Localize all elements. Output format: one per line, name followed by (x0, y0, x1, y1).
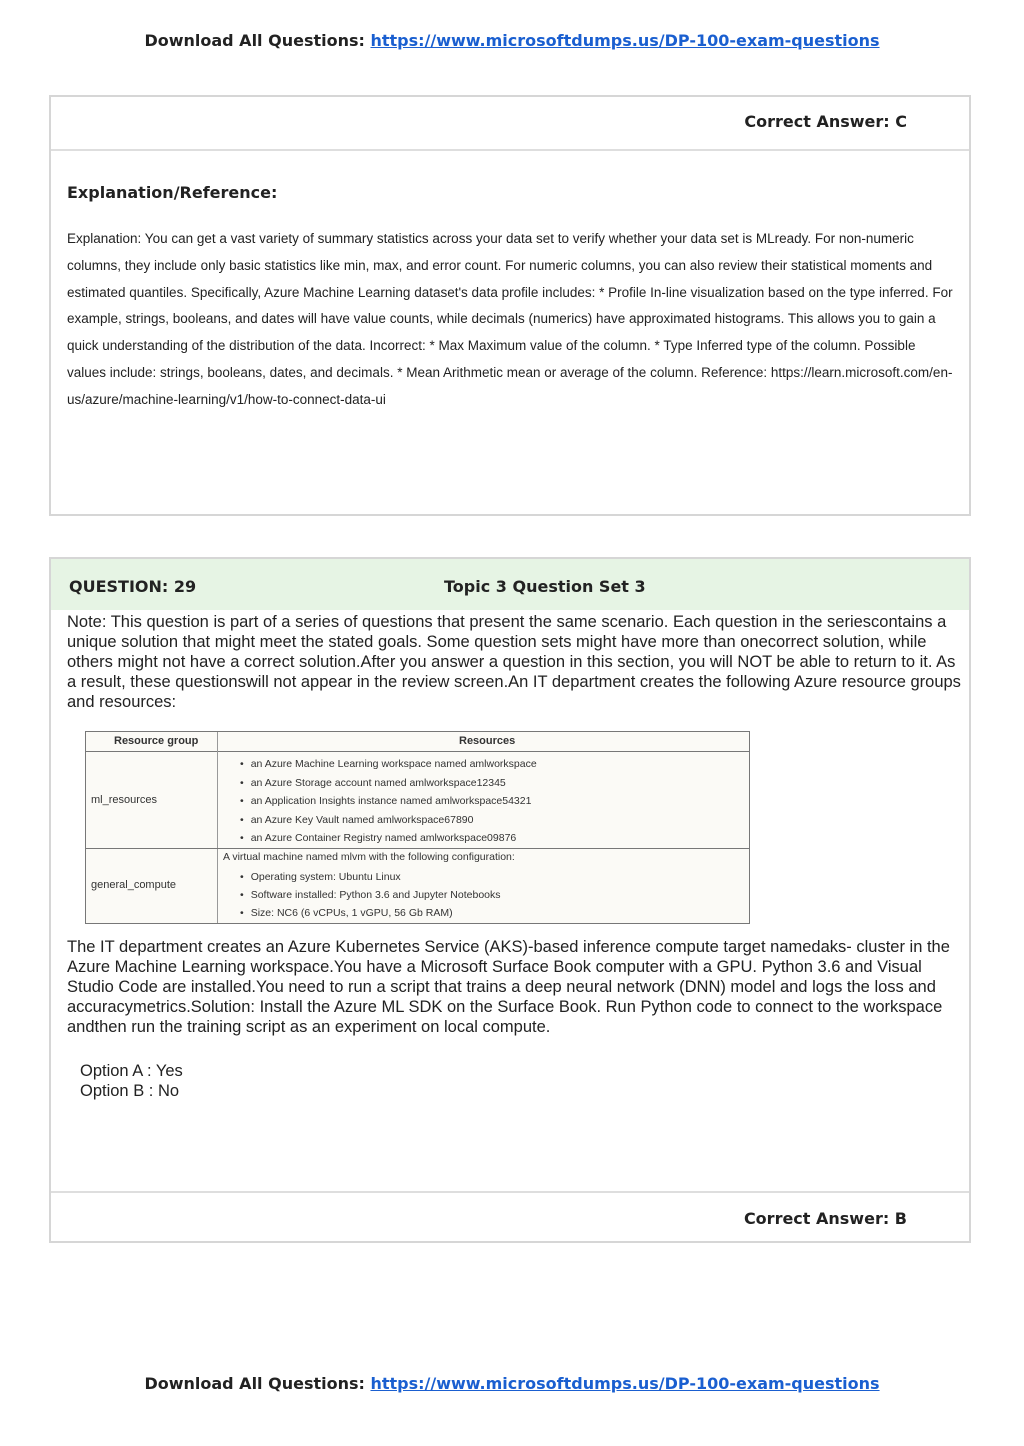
list-item: • an Azure Container Registry named amlworkspace09876 (230, 829, 537, 848)
list-item: • an Azure Machine Learning workspace named amlworkspace (230, 755, 537, 774)
question-scenario: The IT department creates an Azure Kubernetes Service (AKS)-based inference compute target namedaks- cluster in the Azure Machine Learning workspace.You have a Microsoft Surface Book computer with a GPU. Python 3.6 and Visual Studio Code are installed.You need to run a script that trains a deep neural network (DNN) model and logs the loss and accuracymetrics.Solution: Install the Azure ML SDK on the Surface Book. Run Python code to connect to the workspace andthen run the training script as an experiment on local compute. (67, 938, 950, 1036)
option-b[interactable]: Option B : No (80, 1082, 180, 1100)
question-note: Note: This question is part of a series of questions that present the same scenario. Each question in the seriescontains a unique solution that might meet the stated goals. Some question sets might have more than onecorrect solution, while others might not have a correct solution.After you answer a question in this section, you will NOT be able to return to it. As a result, these questionswill not appear in the review screen.An IT department creates the following Azure resource groups and resources: (67, 613, 961, 711)
list-item: • an Azure Key Vault named amlworkspace67890 (230, 811, 537, 830)
option-a[interactable]: Option A : Yes (80, 1062, 183, 1080)
download-link[interactable]: https://www.microsoftdumps.us/DP-100-exam-questions (370, 1374, 880, 1393)
correct-answer: Correct Answer: C (744, 112, 907, 131)
table-row (86, 849, 749, 923)
correct-answer: Correct Answer: B (743, 1209, 907, 1228)
resource-list (230, 868, 501, 922)
download-label: Download All Questions: (144, 31, 365, 50)
resource-table (85, 731, 750, 924)
list-item: • Software installed: Python 3.6 and Jupyter Notebooks (230, 886, 501, 904)
question-panel (49, 557, 971, 1243)
download-link[interactable]: https://www.microsoftdumps.us/DP-100-exam-questions (370, 31, 880, 50)
list-item: • Operating system: Ubuntu Linux (230, 868, 501, 886)
table-header (86, 732, 749, 752)
previous-answer-panel (49, 95, 971, 516)
list-item: • Size: NC6 (6 vCPUs, 1 vGPU, 56 Gb RAM) (230, 904, 501, 922)
table-header-resource-group: Resource group (114, 735, 199, 747)
question-header (51, 559, 969, 610)
question-topic: Topic 3 Question Set 3 (444, 577, 646, 596)
table-row (86, 752, 749, 849)
download-label: Download All Questions: (144, 1374, 365, 1393)
answer-row (51, 97, 969, 151)
resource-group-name: ml_resources (91, 794, 158, 806)
explanation-heading: Explanation/Reference: (67, 183, 278, 202)
list-item: • an Application Insights instance named amlworkspace54321 (230, 792, 537, 811)
list-item: • an Azure Storage account named amlworkspace12345 (230, 774, 537, 793)
answer-row (51, 1191, 969, 1243)
resource-list (230, 755, 537, 848)
question-number: QUESTION: 29 (69, 577, 197, 596)
download-banner-top (0, 31, 1024, 50)
resource-group-name: general_compute (91, 879, 177, 891)
answer-options (80, 1061, 183, 1101)
table-header-resources: Resources (459, 735, 516, 747)
explanation-text: Explanation: You can get a vast variety of summary statistics across your data set to verify whether your data set is MLready. For non-numeric columns, they include only basic statistics like min, max, and error count. For numeric columns, you can also review their statistical moments and estimated quantiles. Specifically, Azure Machine Learning dataset's data profile includes: * Profile In-line visualization based on the type inferred. For example, strings, booleans, and dates will have value counts, while decimals (numerics) have approximated histograms. This allows you to gain a quick understanding of the distribution of the data. Incorrect: * Max Maximum value of the column. * Type Inferred type of the column. Possible values include: strings, booleans, dates, and decimals. * Mean Arithmetic mean or average of the column. Reference: https://learn.microsoft.com/en-us/azure/machine-learning/v1/how-to-connect-data-ui (67, 231, 953, 407)
download-banner-bottom (0, 1374, 1024, 1393)
vm-config-title: A virtual machine named mlvm with the following configuration: (223, 851, 515, 863)
